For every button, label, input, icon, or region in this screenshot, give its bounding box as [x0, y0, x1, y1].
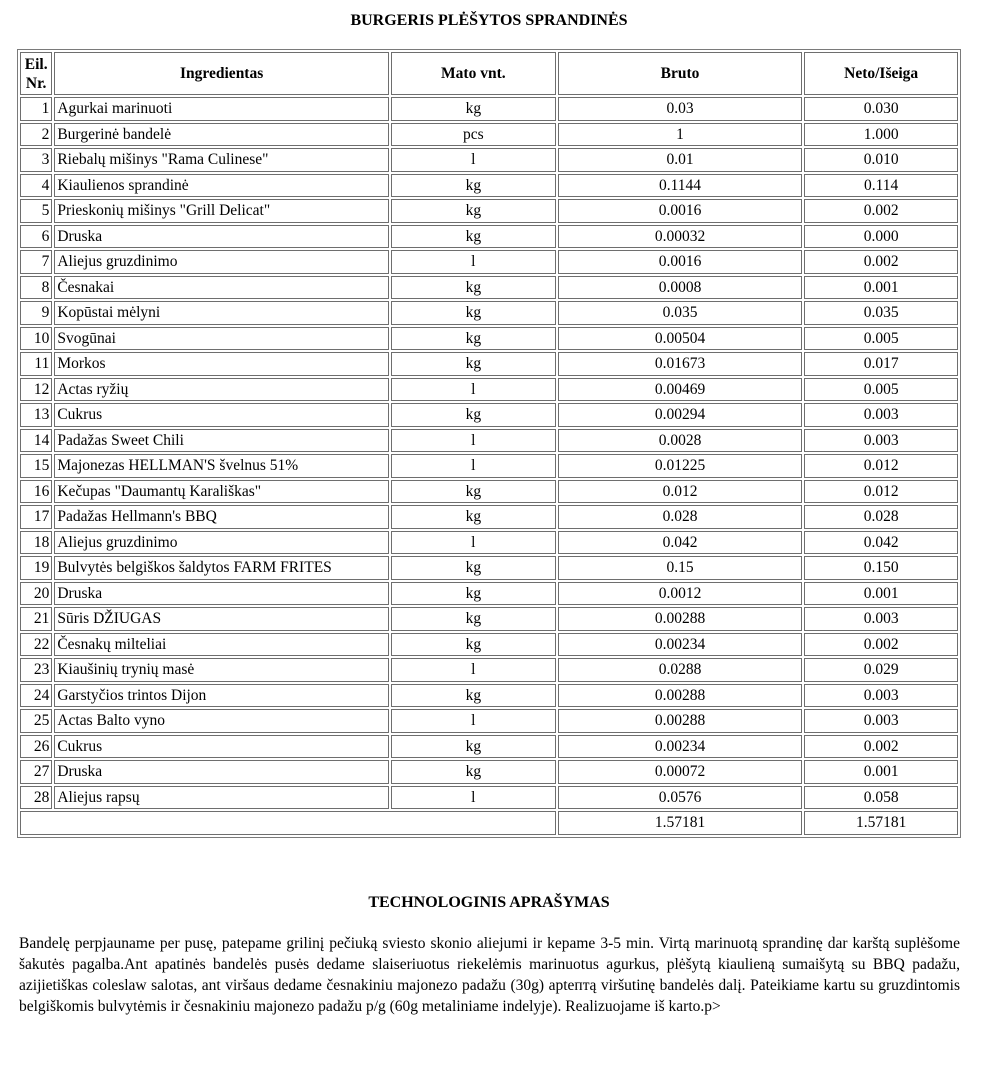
table-row	[20, 556, 958, 580]
row-nr: 20	[20, 582, 52, 606]
table-row	[20, 531, 958, 555]
row-neto: 0.003	[804, 403, 958, 427]
row-unit: kg	[391, 480, 556, 504]
header-ingredient: Ingredientas	[54, 52, 389, 95]
row-ingredient: Cukrus	[54, 735, 389, 759]
row-bruto: 0.0012	[558, 582, 803, 606]
table-row	[20, 148, 958, 172]
row-ingredient: Majonezas HELLMAN'S švelnus 51%	[54, 454, 389, 478]
row-nr: 10	[20, 327, 52, 351]
row-neto: 0.002	[804, 199, 958, 223]
ingredients-table	[17, 49, 961, 838]
row-unit: kg	[391, 97, 556, 121]
row-neto: 0.001	[804, 276, 958, 300]
row-neto: 0.000	[804, 225, 958, 249]
row-ingredient: Druska	[54, 582, 389, 606]
table-row	[20, 352, 958, 376]
row-ingredient: Prieskonių mišinys "Grill Delicat"	[54, 199, 389, 223]
row-bruto: 0.0016	[558, 199, 803, 223]
total-neto: 1.57181	[804, 811, 958, 835]
row-nr: 18	[20, 531, 52, 555]
row-ingredient: Padažas Hellmann's BBQ	[54, 505, 389, 529]
row-bruto: 0.00234	[558, 735, 803, 759]
table-row	[20, 378, 958, 402]
row-ingredient: Garstyčios trintos Dijon	[54, 684, 389, 708]
table-row	[20, 403, 958, 427]
row-neto: 0.012	[804, 480, 958, 504]
row-bruto: 0.0288	[558, 658, 803, 682]
row-nr: 5	[20, 199, 52, 223]
row-ingredient: Riebalų mišinys "Rama Culinese"	[54, 148, 389, 172]
table-row	[20, 225, 958, 249]
table-row	[20, 786, 958, 810]
row-unit: l	[391, 250, 556, 274]
table-row	[20, 709, 958, 733]
table-row	[20, 633, 958, 657]
row-neto: 0.150	[804, 556, 958, 580]
row-ingredient: Česnakai	[54, 276, 389, 300]
row-nr: 14	[20, 429, 52, 453]
row-nr: 4	[20, 174, 52, 198]
row-ingredient: Aliejus gruzdinimo	[54, 531, 389, 555]
table-row	[20, 684, 958, 708]
row-ingredient: Burgerinė bandelė	[54, 123, 389, 147]
row-neto: 0.042	[804, 531, 958, 555]
technology-description: Bandelę perpjauname per pusę, patepame grilinį pečiuką sviesto skonio aliejumi ir kepame 3-5 min. Virtą marinuotą sprandinę dar karštą suplėšome šakutės pagalba.Ant apatinės bandelės pusės dedame slaiseriuotus riekelėmis marinuotus agurkus, plėšytą kiaulieną sumaišytą su BBQ padažu, azijietiškas coleslaw salotas, ant viršaus dedame česnakiniu majonezo padažu (30g) aptептą viršutinę bandelės dalį. Pateikiame kartu su gruzdintomis belgiškomis bulvytėmis ir česnakiniu majonezo padažu p/g (60g metaliniame indelyje). Realizuojame iš karto.p>	[19, 935, 960, 1015]
table-row	[20, 454, 958, 478]
row-bruto: 0.01	[558, 148, 803, 172]
row-neto: 0.012	[804, 454, 958, 478]
row-bruto: 0.15	[558, 556, 803, 580]
row-unit: l	[391, 786, 556, 810]
header-unit: Mato vnt.	[391, 52, 556, 95]
row-neto: 0.001	[804, 760, 958, 784]
row-nr: 1	[20, 97, 52, 121]
row-nr: 28	[20, 786, 52, 810]
row-unit: kg	[391, 301, 556, 325]
row-unit: l	[391, 709, 556, 733]
header-neto: Neto/Išeiga	[804, 52, 958, 95]
row-unit: kg	[391, 276, 556, 300]
table-header-row	[20, 52, 958, 95]
row-neto: 0.002	[804, 250, 958, 274]
table-row	[20, 607, 958, 631]
row-neto: 0.029	[804, 658, 958, 682]
table-row	[20, 276, 958, 300]
row-ingredient: Bulvytės belgiškos šaldytos FARM FRITES	[54, 556, 389, 580]
row-bruto: 0.00288	[558, 684, 803, 708]
row-ingredient: Sūris DŽIUGAS	[54, 607, 389, 631]
row-bruto: 0.01225	[558, 454, 803, 478]
row-bruto: 0.00294	[558, 403, 803, 427]
row-ingredient: Kečupas "Daumantų Karališkas"	[54, 480, 389, 504]
row-bruto: 0.00288	[558, 709, 803, 733]
row-unit: l	[391, 148, 556, 172]
table-row	[20, 301, 958, 325]
row-ingredient: Druska	[54, 760, 389, 784]
row-bruto: 0.0008	[558, 276, 803, 300]
row-neto: 0.001	[804, 582, 958, 606]
row-ingredient: Svogūnai	[54, 327, 389, 351]
row-ingredient: Aliejus gruzdinimo	[54, 250, 389, 274]
row-unit: kg	[391, 582, 556, 606]
table-row	[20, 658, 958, 682]
row-neto: 0.003	[804, 429, 958, 453]
row-neto: 0.005	[804, 327, 958, 351]
row-neto: 0.035	[804, 301, 958, 325]
table-row	[20, 735, 958, 759]
row-ingredient: Kopūstai mėlyni	[54, 301, 389, 325]
section-title: TECHNOLOGINIS APRAŠYMAS	[368, 894, 610, 911]
table-row	[20, 429, 958, 453]
row-neto: 0.017	[804, 352, 958, 376]
row-unit: l	[391, 378, 556, 402]
totals-blank	[20, 811, 556, 835]
row-nr: 13	[20, 403, 52, 427]
header-bruto: Bruto	[558, 52, 803, 95]
row-bruto: 0.03	[558, 97, 803, 121]
table-row	[20, 327, 958, 351]
row-ingredient: Druska	[54, 225, 389, 249]
totals-row	[20, 811, 958, 835]
row-nr: 7	[20, 250, 52, 274]
row-unit: kg	[391, 684, 556, 708]
row-bruto: 0.00072	[558, 760, 803, 784]
document-title: BURGERIS PLĖŠYTOS SPRANDINĖS	[350, 12, 628, 29]
row-neto: 0.003	[804, 684, 958, 708]
row-neto: 0.002	[804, 735, 958, 759]
row-unit: l	[391, 454, 556, 478]
row-bruto: 0.1144	[558, 174, 803, 198]
row-unit: l	[391, 429, 556, 453]
row-ingredient: Morkos	[54, 352, 389, 376]
row-bruto: 0.028	[558, 505, 803, 529]
row-ingredient: Cukrus	[54, 403, 389, 427]
row-nr: 15	[20, 454, 52, 478]
row-neto: 1.000	[804, 123, 958, 147]
row-unit: kg	[391, 199, 556, 223]
row-neto: 0.003	[804, 709, 958, 733]
table-row	[20, 760, 958, 784]
table-row	[20, 250, 958, 274]
row-nr: 8	[20, 276, 52, 300]
row-bruto: 0.0016	[558, 250, 803, 274]
row-bruto: 0.00032	[558, 225, 803, 249]
row-ingredient: Actas Balto vyno	[54, 709, 389, 733]
row-bruto: 1	[558, 123, 803, 147]
row-unit: kg	[391, 225, 556, 249]
row-nr: 25	[20, 709, 52, 733]
row-nr: 24	[20, 684, 52, 708]
row-unit: kg	[391, 327, 556, 351]
row-ingredient: Česnakų milteliai	[54, 633, 389, 657]
row-nr: 23	[20, 658, 52, 682]
row-neto: 0.114	[804, 174, 958, 198]
row-nr: 22	[20, 633, 52, 657]
row-neto: 0.058	[804, 786, 958, 810]
row-unit: pcs	[391, 123, 556, 147]
table-row	[20, 505, 958, 529]
row-neto: 0.005	[804, 378, 958, 402]
row-unit: l	[391, 531, 556, 555]
row-nr: 26	[20, 735, 52, 759]
table-row	[20, 582, 958, 606]
row-unit: kg	[391, 556, 556, 580]
row-unit: kg	[391, 735, 556, 759]
row-ingredient: Aliejus rapsų	[54, 786, 389, 810]
table-row	[20, 97, 958, 121]
row-bruto: 0.00288	[558, 607, 803, 631]
row-nr: 3	[20, 148, 52, 172]
row-nr: 2	[20, 123, 52, 147]
row-nr: 9	[20, 301, 52, 325]
row-neto: 0.002	[804, 633, 958, 657]
row-unit: kg	[391, 505, 556, 529]
row-unit: kg	[391, 607, 556, 631]
row-neto: 0.003	[804, 607, 958, 631]
row-nr: 27	[20, 760, 52, 784]
row-nr: 19	[20, 556, 52, 580]
table-row	[20, 174, 958, 198]
row-bruto: 0.00234	[558, 633, 803, 657]
row-unit: kg	[391, 403, 556, 427]
row-unit: kg	[391, 352, 556, 376]
row-nr: 21	[20, 607, 52, 631]
row-nr: 17	[20, 505, 52, 529]
table-row	[20, 480, 958, 504]
row-unit: kg	[391, 760, 556, 784]
row-ingredient: Kiaulienos sprandinė	[54, 174, 389, 198]
row-neto: 0.030	[804, 97, 958, 121]
row-bruto: 0.00504	[558, 327, 803, 351]
row-nr: 11	[20, 352, 52, 376]
row-neto: 0.010	[804, 148, 958, 172]
table-body	[20, 97, 958, 835]
row-unit: l	[391, 658, 556, 682]
row-bruto: 0.00469	[558, 378, 803, 402]
row-bruto: 0.035	[558, 301, 803, 325]
total-bruto: 1.57181	[558, 811, 803, 835]
row-nr: 6	[20, 225, 52, 249]
row-ingredient: Padažas Sweet Chili	[54, 429, 389, 453]
row-ingredient: Actas ryžių	[54, 378, 389, 402]
row-nr: 12	[20, 378, 52, 402]
row-bruto: 0.042	[558, 531, 803, 555]
row-unit: kg	[391, 633, 556, 657]
row-bruto: 0.01673	[558, 352, 803, 376]
table-row	[20, 123, 958, 147]
row-bruto: 0.0028	[558, 429, 803, 453]
row-unit: kg	[391, 174, 556, 198]
table-row	[20, 199, 958, 223]
row-bruto: 0.012	[558, 480, 803, 504]
row-nr: 16	[20, 480, 52, 504]
row-ingredient: Kiaušinių trynių masė	[54, 658, 389, 682]
row-ingredient: Agurkai marinuoti	[54, 97, 389, 121]
row-neto: 0.028	[804, 505, 958, 529]
row-bruto: 0.0576	[558, 786, 803, 810]
header-nr: Eil. Nr.	[20, 52, 52, 95]
